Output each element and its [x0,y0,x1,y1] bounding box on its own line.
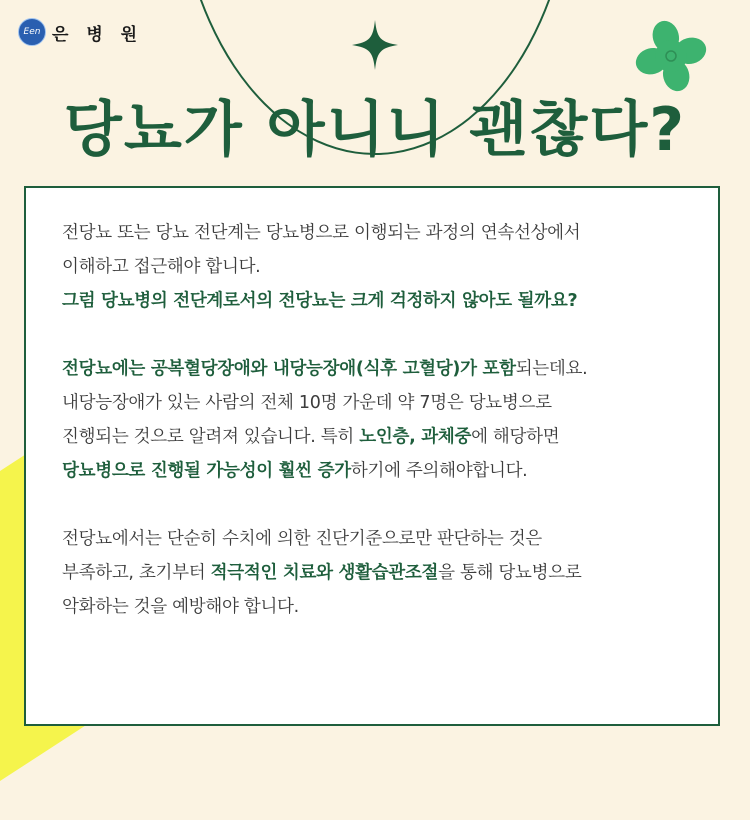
paragraph-line [62,352,698,386]
four-point-star-icon [352,20,398,70]
paragraph-line: 내당능장애가 있는 사람의 전체 10명 가운데 약 7명은 당뇨병으로 [62,393,552,413]
highlight-question [62,284,698,318]
paragraph-line [62,556,698,590]
paragraph-line [62,420,698,454]
logo-badge-icon: Een [18,18,46,46]
paragraph-line: 전당뇨에서는 단순히 수치에 의한 진단기준으로만 판단하는 것은 [62,529,542,549]
paragraph-line: 이해하고 접근해야 합니다. [62,257,261,277]
page-title: 당뇨가 아니니 괜찮다? [63,95,687,165]
paragraph-line: 악화하는 것을 예방해야 합니다. [62,597,299,617]
emphasis-text: , [409,427,422,447]
emphasis-text: 당뇨병으로 진행될 가능성이 훨씬 증가 [62,461,351,481]
paragraph-line: 전당뇨 또는 당뇨 전단계는 당뇨병으로 이행되는 과정의 연속선상에서 [62,223,581,243]
emphasis-text: 노인층 [359,427,410,447]
hospital-logo [18,18,143,46]
hospital-name: 은 병 원 [52,24,144,45]
emphasis-text: 적극적인 치료와 생활습관조절 [210,563,439,583]
emphasis-text: 전당뇨에는 공복혈당장애와 내당능장애(식후 고혈당)가 포함 [62,359,516,379]
emphasis-text: 과체중 [421,427,472,447]
content-card [24,186,720,726]
plain-text: 하기에 주의해야합니다. [350,461,528,481]
plain-text: 에 해당하면 [471,427,560,447]
plain-text: 을 통해 당뇨병으로 [438,563,582,583]
plain-text: 되는데요. [515,359,588,379]
paragraph-line [62,454,698,488]
plain-text: 진행되는 것으로 알려져 있습니다. 특히 [62,427,360,447]
emphasis-text: 그럼 당뇨병의 전단계로서의 전당뇨는 크게 걱정하지 않아도 될까요? [62,291,578,311]
card-text [62,216,698,624]
plain-text: 부족하고, 초기부터 [62,563,211,583]
